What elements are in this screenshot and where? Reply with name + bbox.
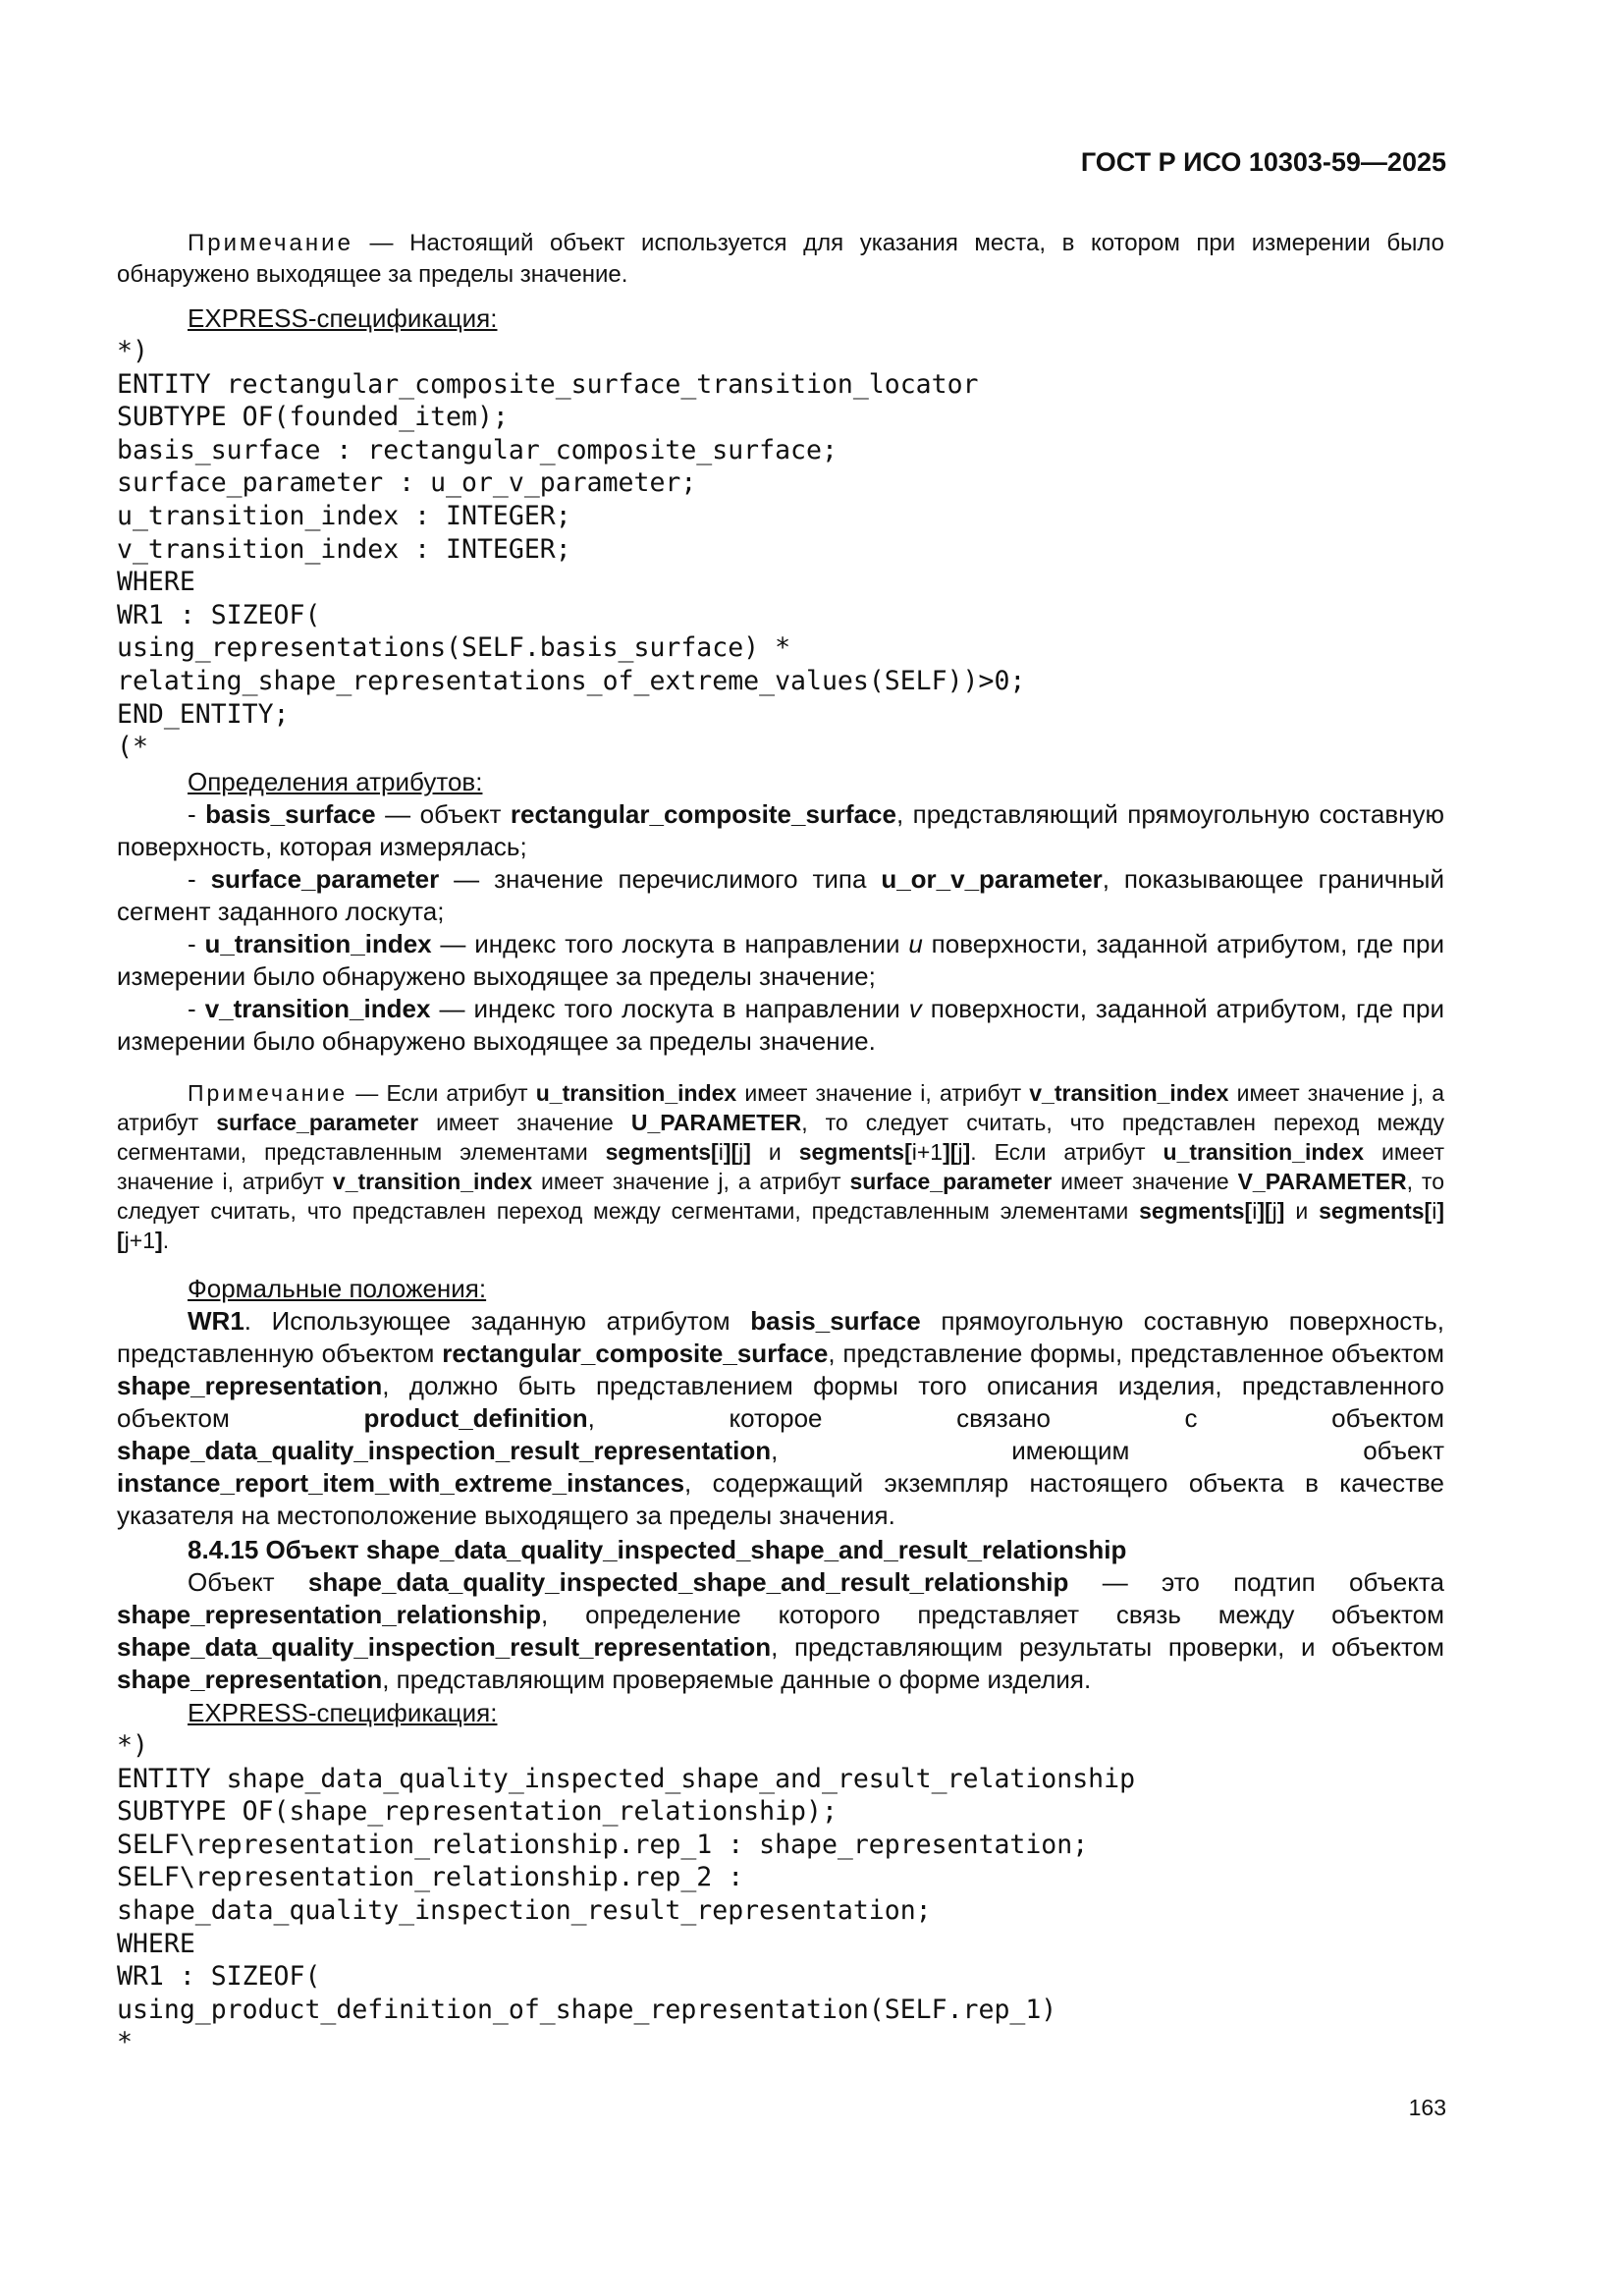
attribute-dash: -: [188, 929, 205, 958]
code-line: SUBTYPE OF(shape_representation_relationship);: [117, 1796, 838, 1828]
rule-text: , которое связано с объектом: [587, 1403, 1445, 1433]
attribute-name: surface_parameter: [216, 1110, 419, 1135]
attribute-item: [117, 928, 1444, 993]
code-line: SELF\representation_relationship.rep_1 : shape_representation;: [117, 1829, 1089, 1860]
formal-propositions: [117, 1273, 1444, 1532]
constant-name: U_PARAMETER: [630, 1110, 802, 1135]
note-text: и: [750, 1139, 799, 1165]
formal-heading: Формальные положения:: [188, 1274, 487, 1303]
attribute-text: , представляющий прямоугольную составную поверхность, которая измерялась;: [117, 799, 1445, 861]
note-text: j: [957, 1139, 963, 1165]
segment-ref: segments[: [798, 1139, 912, 1165]
note-text: имеет значение j, а атрибут: [117, 1080, 1445, 1135]
attributes-heading: Определения атрибутов:: [188, 767, 483, 796]
attribute-item: [117, 798, 1444, 863]
attribute-ref: u_or_v_parameter: [881, 864, 1103, 894]
code-line: *): [117, 336, 148, 366]
segment-ref: ]: [962, 1139, 971, 1165]
note-text: i: [1252, 1198, 1258, 1224]
attribute-name: v_transition_index: [332, 1169, 533, 1194]
note-2: [117, 1078, 1444, 1255]
code-line: ENTITY shape_data_quality_inspected_shape_and_result_relationship: [117, 1763, 1136, 1794]
code-line: (*: [117, 732, 148, 763]
entity-ref: shape_data_quality_inspected_shape_and_result_relationship: [307, 1567, 1069, 1597]
note-text: — Если атрибут: [355, 1080, 536, 1106]
entity-ref: shape_representation: [117, 1665, 383, 1694]
section-text: , определение которого представляет связь между объектом: [541, 1600, 1444, 1629]
page-number: 163: [1408, 2095, 1446, 2120]
attribute-name: v_transition_index: [1029, 1080, 1229, 1106]
entity-ref: product_definition: [363, 1403, 588, 1433]
attribute-ref: v: [908, 994, 922, 1023]
attribute-name: basis_surface: [205, 799, 376, 829]
segment-ref: ][: [1257, 1198, 1272, 1224]
code-line: WHERE: [117, 567, 195, 598]
note-text: j+1: [124, 1228, 156, 1253]
express-spec-2: [117, 1697, 1444, 2059]
section-text: , представляющим проверяемые данные о форме изделия.: [382, 1665, 1092, 1694]
rule-text: , имеющим объект: [771, 1436, 1444, 1465]
note-text: j: [1271, 1198, 1277, 1224]
code-line: END_ENTITY;: [117, 698, 290, 730]
note-text: i: [1432, 1198, 1437, 1224]
attribute-text: — индекс того лоскута в направлении: [430, 994, 909, 1023]
express-code-block: [117, 1729, 1444, 2059]
entity-ref: instance_report_item_with_extreme_instances: [117, 1468, 685, 1498]
attribute-text: — индекс того лоскута в направлении: [431, 929, 909, 958]
code-line: SELF\representation_relationship.rep_2 :: [117, 1862, 744, 1893]
code-line: WHERE: [117, 1928, 195, 1959]
note-text: . Если атрибут: [970, 1139, 1163, 1165]
entity-ref: shape_representation: [117, 1371, 383, 1400]
note-text: , то следует считать, что представлен переход между сегментами, представленным элементами: [117, 1110, 1444, 1165]
entity-ref: shape_data_quality_inspection_result_representation: [117, 1436, 772, 1465]
segment-ref: segments[: [1139, 1198, 1253, 1224]
note-text: имеет значение: [1052, 1169, 1238, 1194]
note-text: имеет значение: [418, 1110, 631, 1135]
attribute-list: [117, 798, 1444, 1058]
express-code-block: [117, 335, 1444, 764]
segment-ref: segments[: [1319, 1198, 1433, 1224]
segment-ref: ]: [155, 1228, 163, 1253]
attribute-text: , показывающее граничный сегмент заданного лоскута;: [117, 864, 1444, 926]
segment-ref: segments[: [605, 1139, 719, 1165]
attribute-name: surface_parameter: [849, 1169, 1053, 1194]
code-line: shape_data_quality_inspection_result_representation;: [117, 1894, 932, 1926]
attribute-text: поверхности, заданной атрибутом, где при измерении было обнаружено выходящее за пределы значение.: [117, 994, 1444, 1056]
code-line: SUBTYPE OF(founded_item);: [117, 402, 509, 433]
note-text: , то следует считать, что представлен переход между сегментами, представленным элементами: [117, 1169, 1444, 1224]
attribute-ref: u: [908, 929, 923, 958]
attribute-dash: -: [188, 864, 211, 894]
entity-ref: basis_surface: [750, 1306, 921, 1336]
section-text: Объект: [188, 1567, 308, 1597]
attribute-name: u_transition_index: [204, 929, 432, 958]
segment-ref: ]: [743, 1139, 751, 1165]
entity-ref: rectangular_composite_surface: [442, 1339, 829, 1368]
note-text: i: [718, 1139, 724, 1165]
section-text: — это подтип объекта: [1068, 1567, 1444, 1597]
code-line: using_product_definition_of_shape_representation(SELF.rep_1): [117, 1994, 1057, 2025]
segment-ref: ][: [723, 1139, 739, 1165]
attribute-text: поверхности, заданной атрибутом, где при измерении было обнаружено выходящее за пределы значение;: [117, 929, 1445, 991]
note-text: имеет значение i, атрибут: [117, 1139, 1444, 1194]
attribute-item: [117, 993, 1444, 1058]
rule-text: , содержащий экземпляр настоящего объекта в качестве указателя на местоположение выходящего за пределы значения.: [117, 1468, 1444, 1530]
rule-text: , представление формы, представленное объектом: [828, 1339, 1444, 1368]
code-line: WR1 : SIZEOF(: [117, 599, 321, 630]
attribute-definitions: [117, 766, 1444, 1058]
attribute-dash: -: [188, 799, 206, 829]
code-line: *): [117, 1730, 148, 1761]
code-line: u_transition_index : INTEGER;: [117, 500, 571, 531]
attribute-name: u_transition_index: [535, 1080, 737, 1106]
code-line: WR1 : SIZEOF(: [117, 1961, 321, 1993]
note-text: — Настоящий объект используется для указания места, в котором при измерении было обнаружено выходящее за пределы значение.: [117, 230, 1445, 288]
attribute-name: v_transition_index: [204, 994, 431, 1023]
note-text: и: [1284, 1198, 1320, 1224]
attribute-dash: -: [188, 994, 205, 1023]
attribute-ref: rectangular_composite_surface: [510, 799, 896, 829]
attribute-name: surface_parameter: [210, 864, 440, 894]
code-line: basis_surface : rectangular_composite_surface;: [117, 434, 838, 465]
section-8-4-15: [117, 1534, 1444, 1696]
rule-text: . Использующее заданную атрибутом: [243, 1306, 751, 1336]
express-spec-1: [117, 302, 1444, 764]
code-line: surface_parameter : u_or_v_parameter;: [117, 467, 697, 499]
code-line: using_representations(SELF.basis_surface) *: [117, 632, 791, 664]
note-text: j: [738, 1139, 744, 1165]
rule-text: прямоугольную составную поверхность, представленную объектом: [117, 1306, 1444, 1368]
note-label: Примечание: [188, 230, 353, 256]
note-label: Примечание: [188, 1080, 349, 1106]
note-1: [117, 228, 1444, 291]
standard-designation: ГОСТ Р ИСО 10303-59—2025: [1080, 147, 1446, 177]
segment-ref: ][: [943, 1139, 958, 1165]
rule-text: , должно быть представлением формы того описания изделия, представленного объектом: [117, 1371, 1444, 1433]
code-line: ENTITY rectangular_composite_surface_transition_locator: [117, 368, 979, 400]
code-line: relating_shape_representations_of_extreme_values(SELF))>0;: [117, 665, 1026, 696]
code-line: *: [117, 2027, 133, 2058]
segment-ref: ][: [117, 1198, 1444, 1253]
section-description: [117, 1566, 1444, 1696]
segment-ref: ]: [1276, 1198, 1285, 1224]
note-text: имеет значение j, а атрибут: [532, 1169, 850, 1194]
express-heading: EXPRESS-спецификация:: [188, 303, 498, 333]
section-title: 8.4.15 Объект shape_data_quality_inspected_shape_and_result_relationship: [188, 1535, 1127, 1564]
section-text: , представляющим результаты проверки, и объектом: [771, 1632, 1444, 1662]
attribute-text: — объект: [375, 799, 511, 829]
attribute-name: u_transition_index: [1163, 1139, 1365, 1165]
attribute-item: [117, 863, 1444, 928]
express-heading: EXPRESS-спецификация:: [188, 1698, 498, 1727]
rule-label: WR1: [188, 1306, 244, 1336]
code-line: v_transition_index : INTEGER;: [117, 533, 571, 565]
formal-rule-wr1: [117, 1305, 1444, 1532]
note-text: .: [162, 1228, 170, 1253]
entity-ref: shape_representation_relationship: [117, 1600, 542, 1629]
attribute-text: — значение перечислимого типа: [439, 864, 882, 894]
entity-ref: shape_data_quality_inspection_result_representation: [117, 1632, 772, 1662]
note-text: i+1: [911, 1139, 944, 1165]
note-text: имеет значение i, атрибут: [736, 1080, 1030, 1106]
constant-name: V_PARAMETER: [1237, 1169, 1407, 1194]
